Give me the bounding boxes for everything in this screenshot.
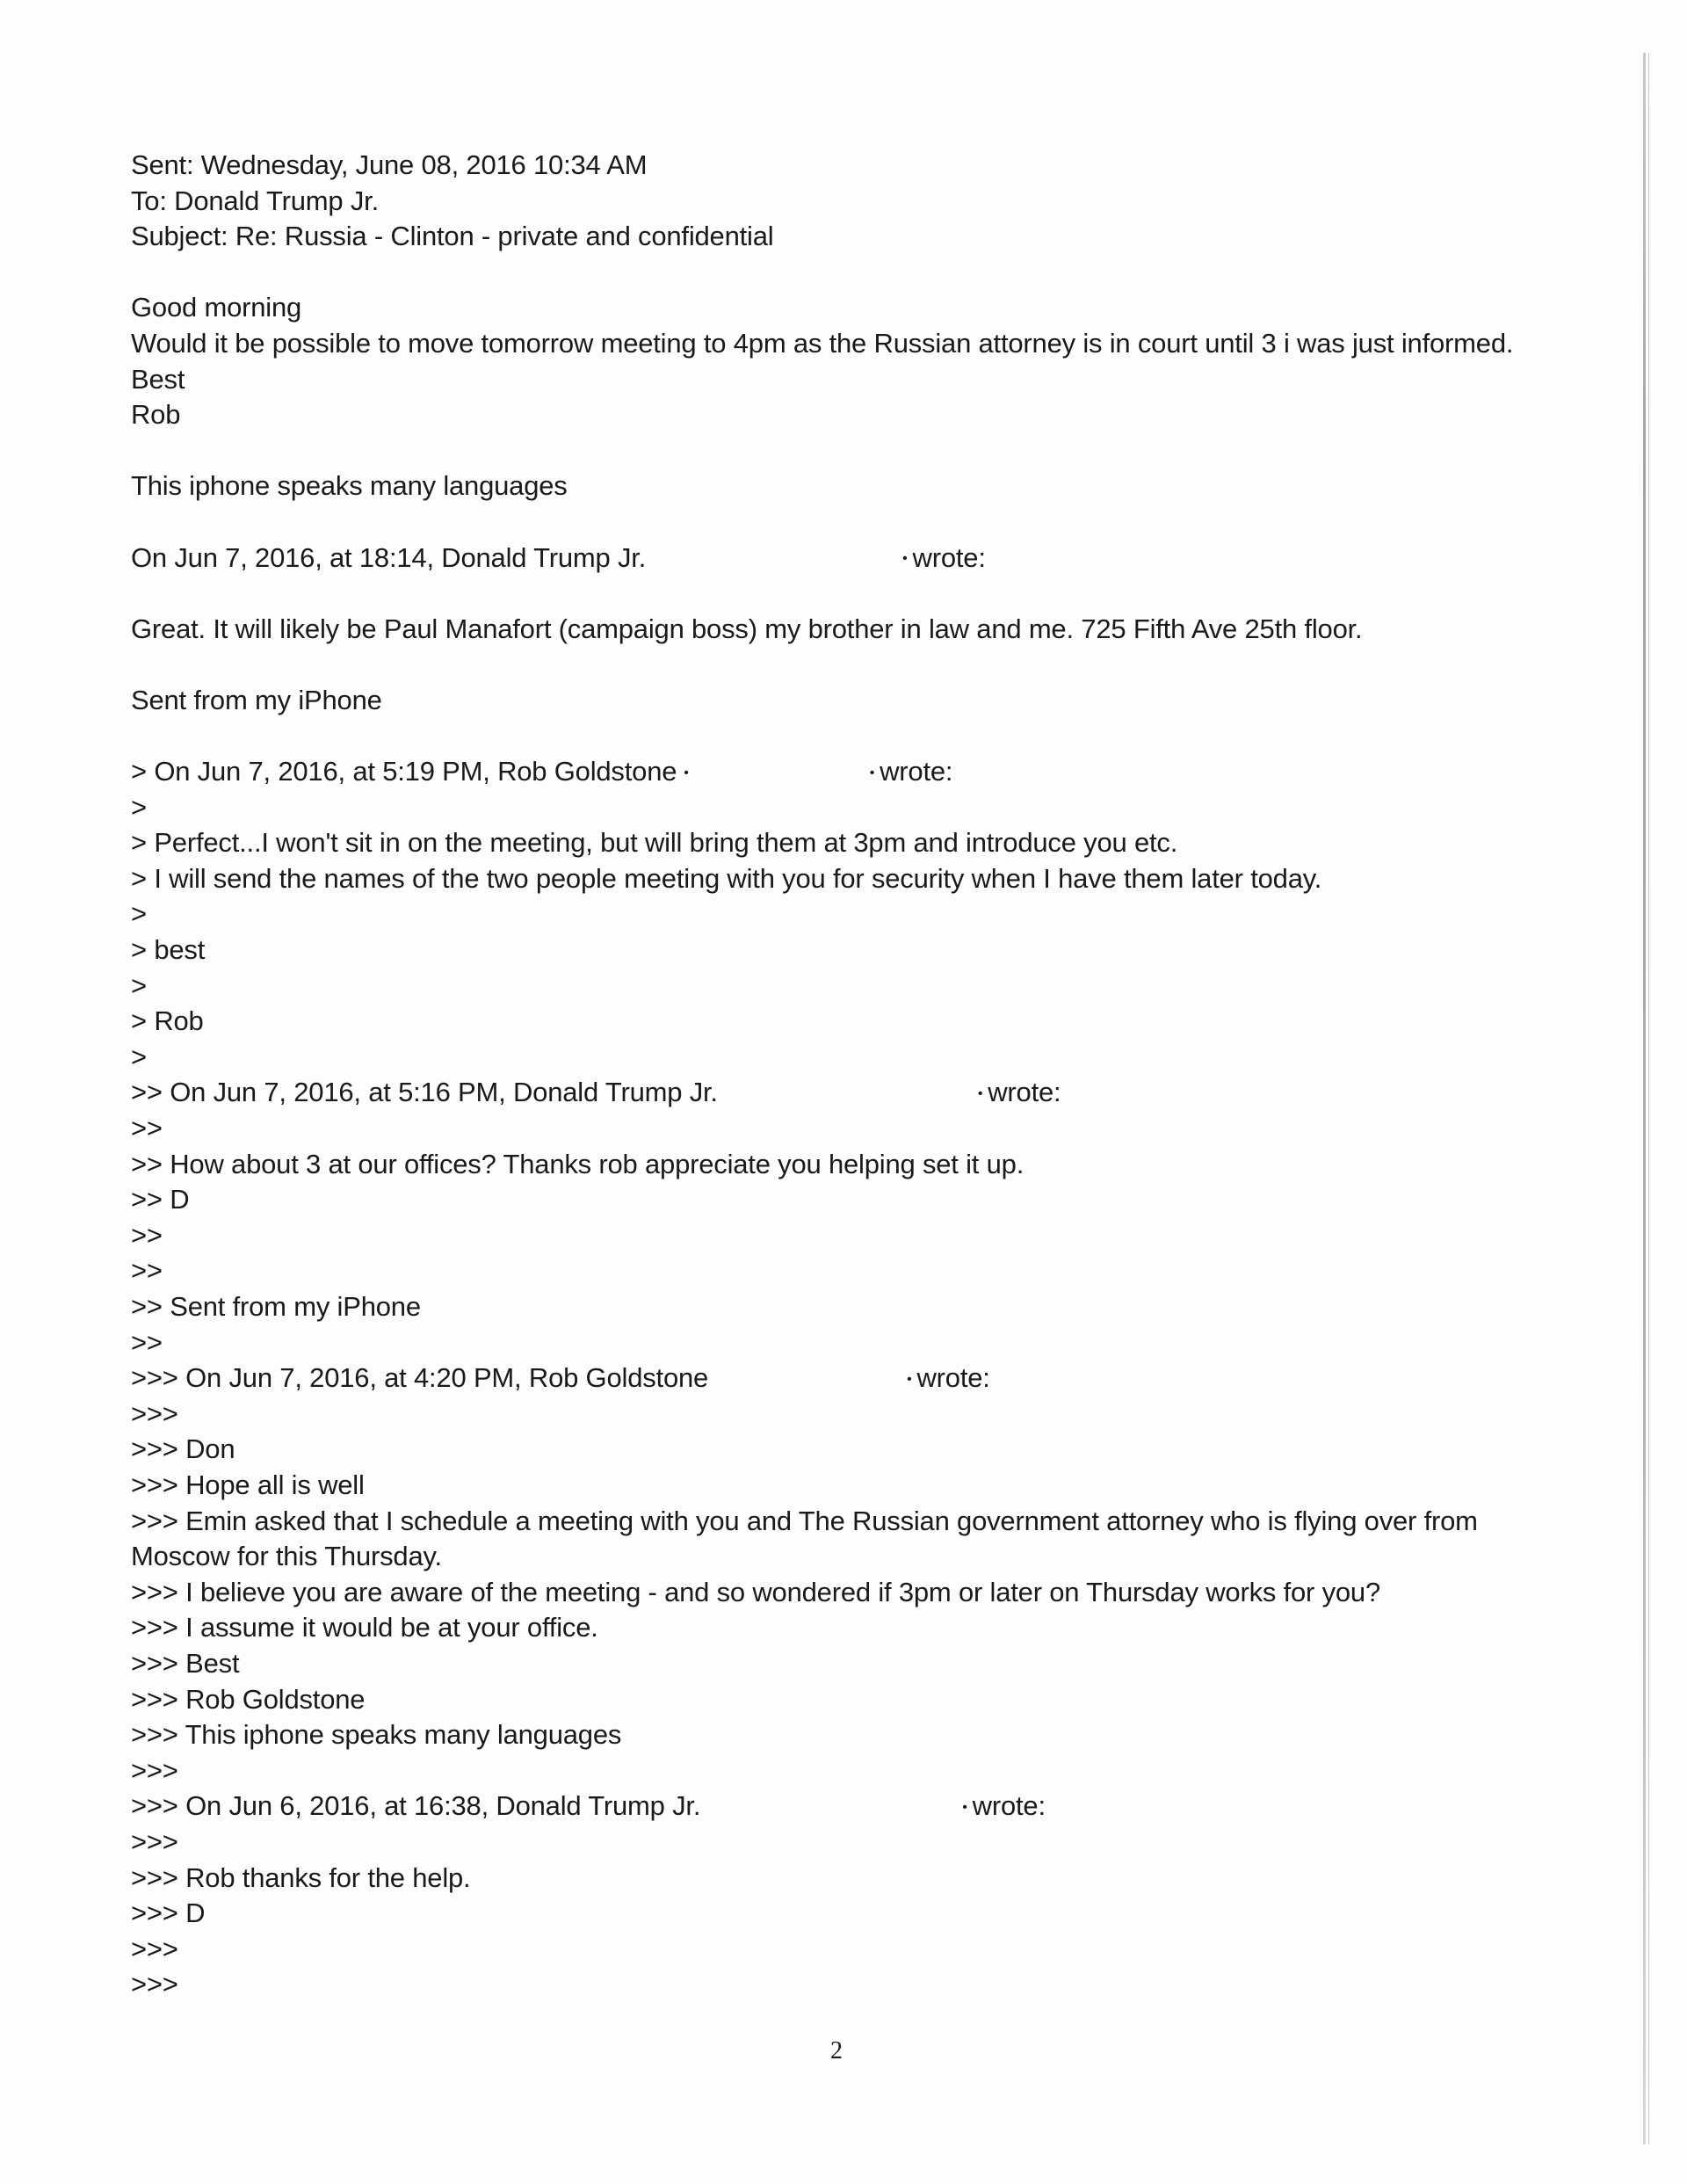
quoted-line: > [131, 1041, 147, 1072]
page-number: 2 [830, 2037, 843, 2064]
sent-line: Sent: Wednesday, June 08, 2016 10:34 AM [131, 149, 648, 180]
quoted-line: >>> Rob Goldstone [131, 1683, 366, 1715]
quoted-line: >>> D [131, 1897, 206, 1929]
quoted-line: > Perfect...I won't sit in on the meeting, but will bring them at 3pm and introduce you etc. [131, 827, 1178, 859]
quoted-line: >>> Don [131, 1433, 235, 1465]
quoted-line: > [131, 969, 147, 1001]
reply-1-header-text: On Jun 7, 2016, at 18:14, Donald Trump Jr. [131, 541, 647, 573]
reply-4-wrote: wrote: [916, 1362, 990, 1394]
redaction-dot: • [684, 765, 689, 780]
reply-5-header-text: >>> On Jun 6, 2016, at 16:38, Donald Trump Jr. [131, 1790, 701, 1822]
signoff: Best [131, 363, 185, 395]
quoted-line: >> D [131, 1184, 190, 1215]
quoted-line: > best [131, 934, 206, 966]
reply-2-header [131, 754, 1625, 790]
redaction-dot: • [977, 1085, 983, 1101]
reply-2-header-text: > On Jun 7, 2016, at 5:19 PM, Rob Goldstone [131, 756, 677, 787]
reply-3-wrote: wrote: [988, 1077, 1061, 1108]
signature: Rob [131, 399, 181, 431]
reply-2-wrote: wrote: [880, 756, 953, 787]
reply-1-text: Great. It will likely be Paul Manafort (campaign boss) my brother in law and me. 725 Fifth Ave 25th floor. [131, 613, 1363, 644]
tagline: This iphone speaks many languages [131, 470, 568, 502]
reply-1-header [131, 541, 1625, 577]
quoted-line: >> [131, 1113, 163, 1144]
quoted-line: > [131, 791, 147, 823]
redaction-dot: • [907, 1371, 912, 1387]
page-edge-line [1648, 53, 1649, 2144]
quoted-line: >>> I believe you are aware of the meeting - and so wondered if 3pm or later on Thursday works for you? [131, 1576, 1380, 1607]
request-text: Would it be possible to move tomorrow meeting to 4pm as the Russian attorney is in court until 3 i was just informed. [131, 327, 1514, 359]
quoted-line: >>> [131, 1825, 178, 1857]
reply-4-header-text: >>> On Jun 7, 2016, at 4:20 PM, Rob Goldstone [131, 1362, 709, 1394]
reply-5-header [131, 1789, 1625, 1825]
quoted-line: >>> Rob thanks for the help. [131, 1861, 471, 1893]
quoted-line: >>> [131, 1969, 178, 2000]
reply-4-header [131, 1360, 1625, 1397]
quoted-line: > I will send the names of the two people meeting with you for security when I have them later today. [131, 862, 1322, 894]
quoted-line: >> [131, 1326, 163, 1358]
page-edge-shadow [1643, 53, 1646, 2144]
quoted-line: >> [131, 1255, 163, 1287]
quoted-line: >>> [131, 1754, 178, 1786]
reply-3-header-text: >> On Jun 7, 2016, at 5:16 PM, Donald Trump Jr. [131, 1077, 718, 1108]
reply-1-sent-from: Sent from my iPhone [131, 684, 382, 715]
quoted-wrapped-line: >>> Emin asked that I schedule a meeting with you and The Russian government attorney who is flying over from Moscow for this Thursday. [131, 1505, 1478, 1572]
redaction-dot: • [869, 765, 875, 780]
quoted-line: >>> Best [131, 1647, 240, 1679]
to-line: To: Donald Trump Jr. [131, 185, 380, 216]
quoted-line: >>> This iphone speaks many languages [131, 1719, 622, 1751]
quoted-line: > [131, 898, 147, 930]
quoted-line: >> How about 3 at our offices? Thanks rob appreciate you helping set it up. [131, 1148, 1025, 1179]
quoted-line: >> [131, 1219, 163, 1251]
quoted-line: > Rob [131, 1005, 204, 1037]
reply-1-wrote: wrote: [912, 541, 986, 573]
subject-line: Subject: Re: Russia - Clinton - private and confidential [131, 221, 774, 252]
greeting: Good morning [131, 292, 302, 323]
quoted-line: >> Sent from my iPhone [131, 1291, 421, 1322]
redaction-dot: • [902, 551, 908, 567]
redaction-dot: • [962, 1799, 967, 1815]
reply-5-wrote: wrote: [972, 1790, 1046, 1822]
email-thread [131, 148, 1625, 2003]
quoted-line: >>> [131, 1397, 178, 1429]
reply-3-header [131, 1075, 1625, 1111]
quoted-line: >>> I assume it would be at your office. [131, 1612, 598, 1643]
quoted-line: >>> Hope all is well [131, 1469, 365, 1500]
quoted-line: >>> [131, 1933, 178, 1964]
